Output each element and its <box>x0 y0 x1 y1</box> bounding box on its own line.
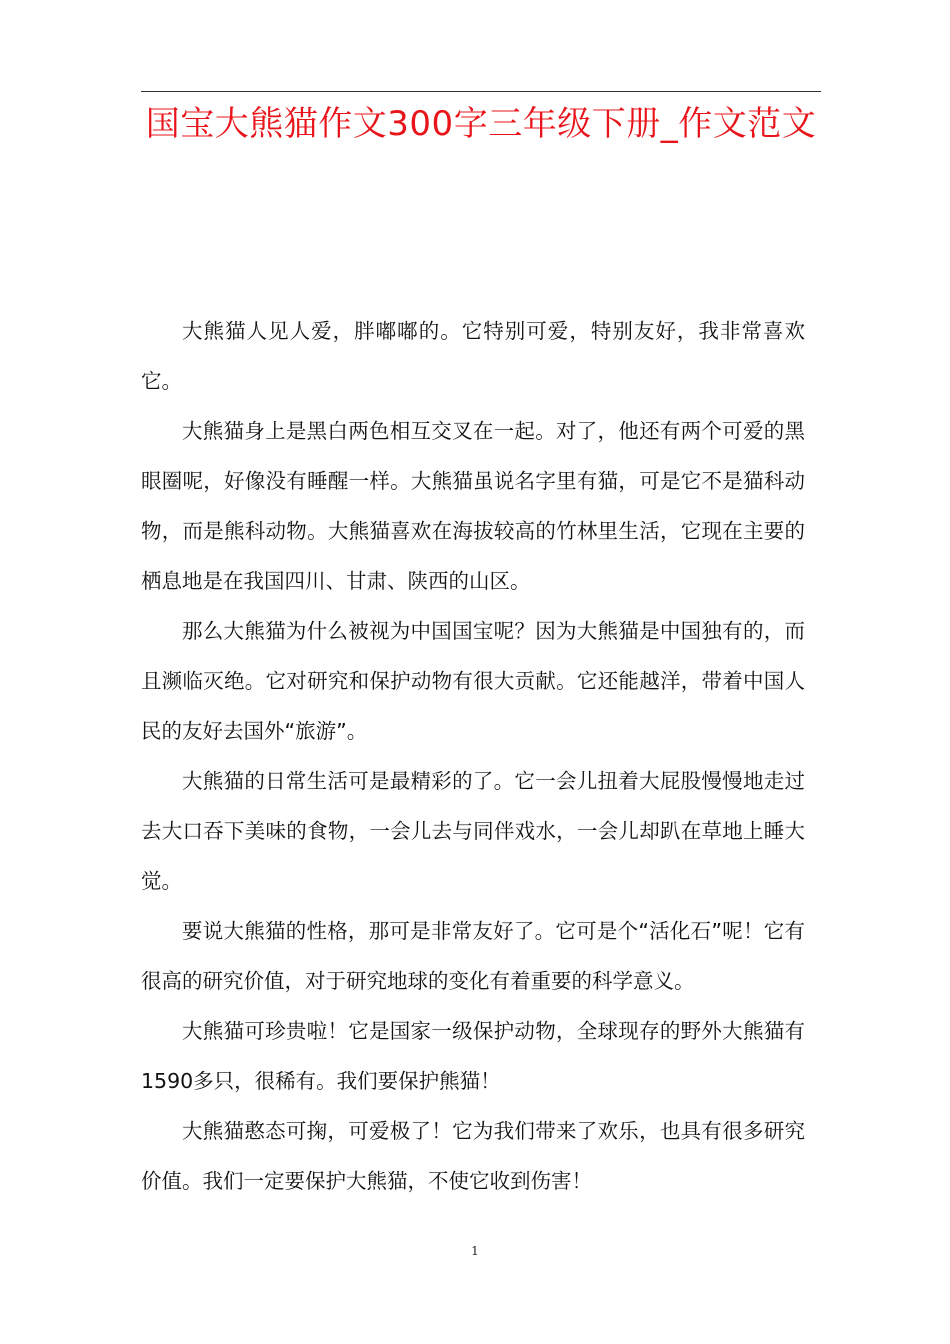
page-number: 1 <box>471 1244 479 1258</box>
paragraph: 大熊猫可珍贵啦！它是国家一级保护动物，全球现存的野外大熊猫有1590多只，很稀有。我们要保护熊猫！ <box>141 1019 805 1093</box>
document-body <box>141 306 805 1206</box>
paragraph: 大熊猫身上是黑白两色相互交叉在一起。对了，他还有两个可爱的黑眼圈呢，好像没有睡醒一样。大熊猫虽说名字里有猫，可是它不是猫科动物，而是熊科动物。大熊猫喜欢在海拔较高的竹林里生活，它现在主要的栖息地是在我国四川、甘肃、陕西的山区。 <box>141 419 805 593</box>
document-title: 国宝大熊猫作文300字三年级下册_作文范文 <box>145 104 817 144</box>
paragraph: 那么大熊猫为什么被视为中国国宝呢？因为大熊猫是中国独有的，而且濒临灭绝。它对研究和保护动物有很大贡献。它还能越洋，带着中国人民的友好去国外“旅游”。 <box>141 619 805 743</box>
paragraph: 大熊猫憨态可掬，可爱极了！它为我们带来了欢乐，也具有很多研究价值。我们一定要保护大熊猫，不使它收到伤害！ <box>141 1119 805 1193</box>
paragraph: 大熊猫人见人爱，胖嘟嘟的。它特别可爱，特别友好，我非常喜欢它。 <box>141 319 805 393</box>
header-rule <box>141 91 821 92</box>
paragraph: 要说大熊猫的性格，那可是非常友好了。它可是个“活化石”呢！它有很高的研究价值，对于研究地球的变化有着重要的科学意义。 <box>141 919 805 993</box>
paragraph: 大熊猫的日常生活可是最精彩的了。它一会儿扭着大屁股慢慢地走过去大口吞下美味的食物，一会儿去与同伴戏水，一会儿却趴在草地上睡大觉。 <box>141 769 805 893</box>
